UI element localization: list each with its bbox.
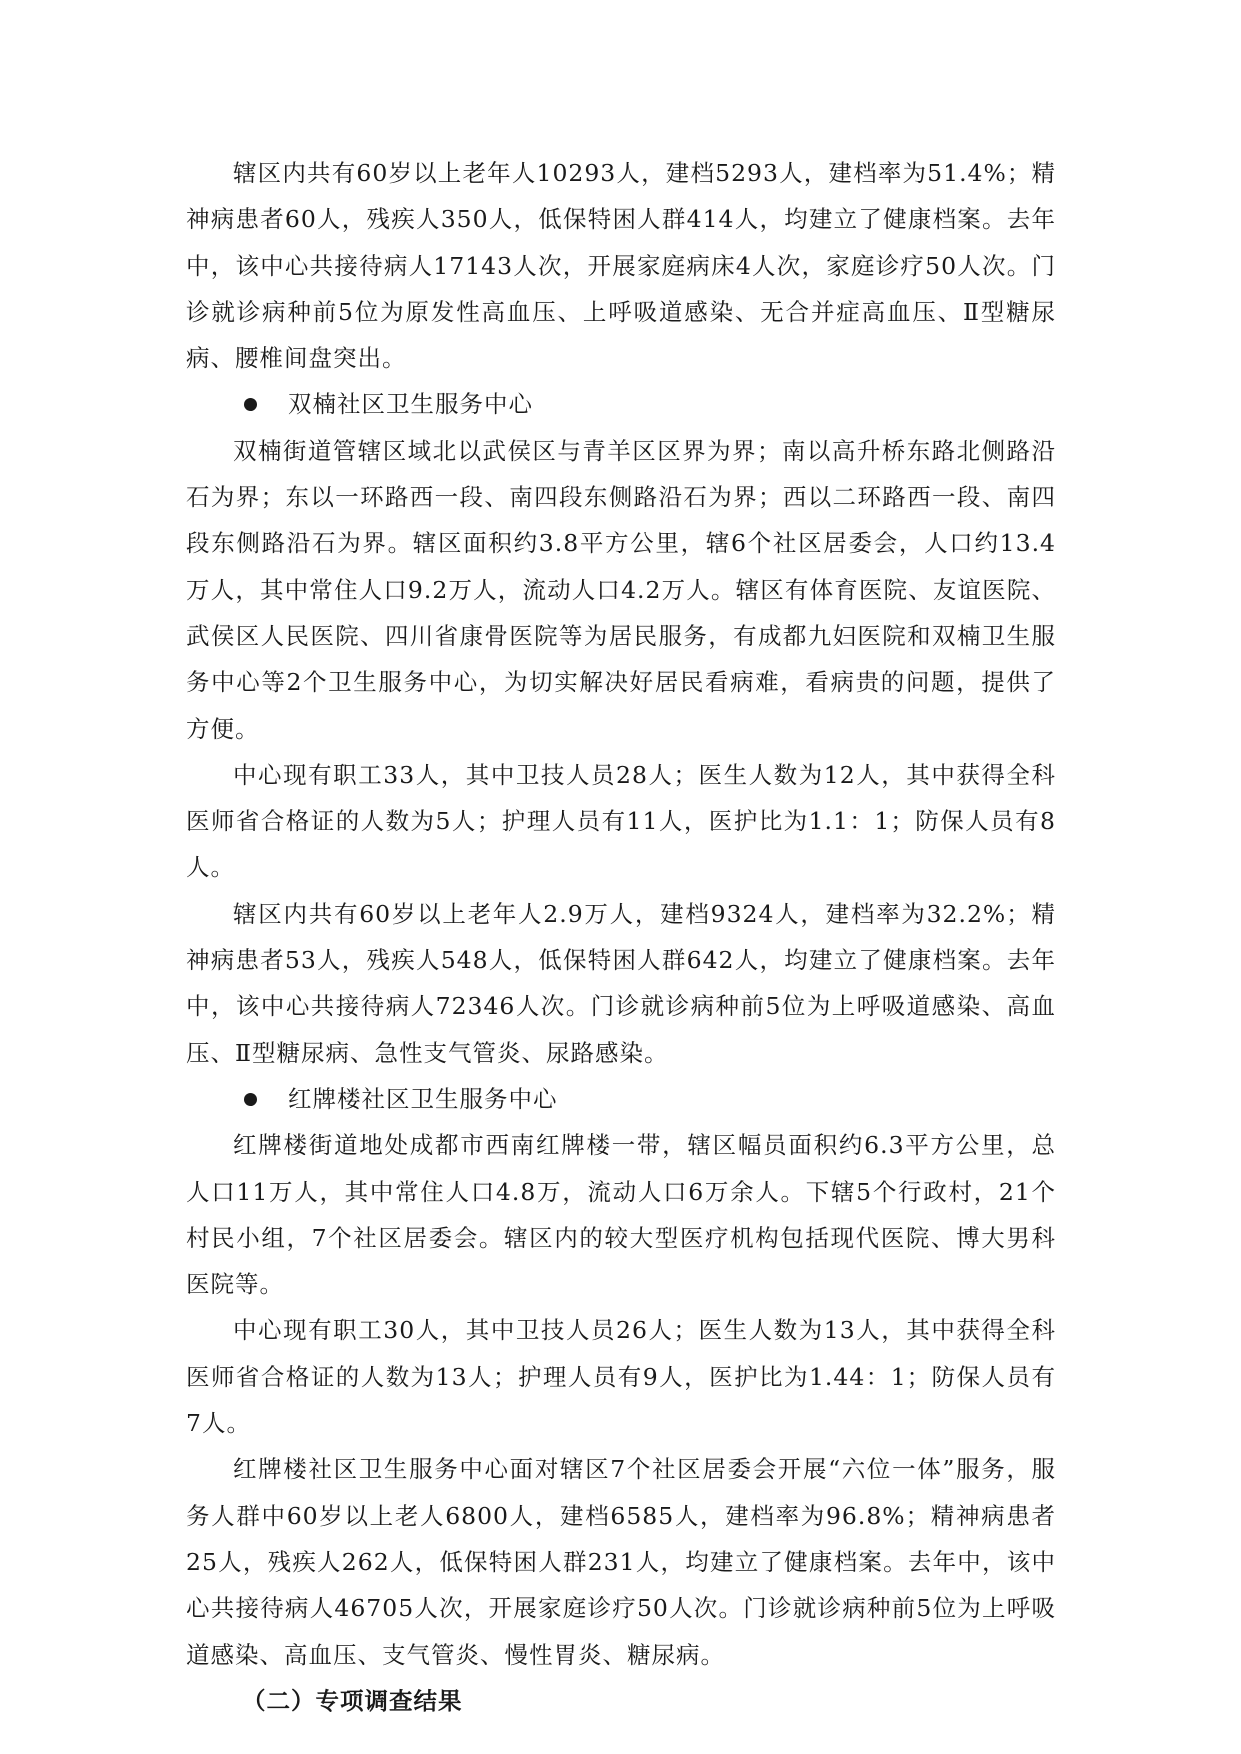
paragraph-shuangnan-staff: 中心现有职工33人，其中卫技人员28人；医生人数为12人，其中获得全科医师省合格证的人数为5人；护理人员有11人，医护比为1.1：1；防保人员有8人。: [186, 760, 1056, 882]
bullet-label: 双楠社区卫生服务中心: [288, 390, 533, 419]
paragraph-shuangnan-area: 双楠街道管辖区域北以武侯区与青羊区区界为界；南以高升桥东路北侧路沿石为界；东以一环路西一段、南四段东侧路沿石为界；西以二环路西一段、南四段东侧路沿石为界。辖区面积约3.8平方公里，辖6个社区居委会，人口约13.4万人，其中常住人口9.2万人，流动人口4.2万人。辖区有体育医院、友谊医院、武侯区人民医院、四川省康骨医院等为居民服务，有成都九妇医院和双楠卫生服务中心等2个卫生服务中心，为切实解决好居民看病难，看病贵的问题，提供了方便。: [186, 436, 1056, 743]
bullet-hongpailou-center: [186, 1076, 1056, 1122]
paragraph-hongpailou-area: 红牌楼街道地处成都市西南红牌楼一带，辖区幅员面积约6.3平方公里，总人口11万人，其中常住人口4.8万，流动人口6万余人。下辖5个行政村，21个村民小组，7个社区居委会。辖区内的较大型医疗机构包括现代医院、博大男科医院等。: [186, 1131, 1056, 1299]
bullet-dot-icon: [244, 398, 257, 411]
paragraph-shuangnan-elderly: 辖区内共有60岁以上老年人2.9万人，建档9324人，建档率为32.2%；精神病患者53人，残疾人548人，低保特困人群642人，均建立了健康档案。去年中，该中心共接待病人72346人次。门诊就诊病种前5位为上呼吸道感染、高血压、Ⅱ型糖尿病、急性支气管炎、尿路感染。: [186, 899, 1056, 1067]
paragraph-elderly-stats: 辖区内共有60岁以上老年人10293人，建档5293人，建档率为51.4%；精神病患者60人，残疾人350人，低保特困人群414人，均建立了健康档案。去年中，该中心共接待病人17143人次，开展家庭病床4人次，家庭诊疗50人次。门诊就诊病种前5位为原发性高血压、上呼吸道感染、无合并症高血压、Ⅱ型糖尿病、腰椎间盘突出。: [186, 159, 1056, 373]
paragraph-hongpailou-service: 红牌楼社区卫生服务中心面对辖区7个社区居委会开展“六位一体”服务，服务人群中60岁以上老人6800人，建档6585人，建档率为96.8%；精神病患者25人，残疾人262人，低保特困人群231人，均建立了健康档案。去年中，该中心共接待病人46705人次，开展家庭诊疗50人次。门诊就诊病种前5位为上呼吸道感染、高血压、支气管炎、慢性胃炎、糖尿病。: [186, 1455, 1056, 1669]
section-heading: （二）专项调查结果: [242, 1686, 463, 1715]
paragraph-hongpailou-staff: 中心现有职工30人，其中卫技人员26人；医生人数为13人，其中获得全科医师省合格证的人数为13人；护理人员有9人，医护比为1.44：1；防保人员有7人。: [186, 1316, 1056, 1438]
document-page: [186, 150, 1056, 1724]
bullet-dot-icon: [244, 1093, 257, 1106]
bullet-label: 红牌楼社区卫生服务中心: [288, 1084, 558, 1113]
bullet-shuangnan-center: [186, 381, 1056, 427]
